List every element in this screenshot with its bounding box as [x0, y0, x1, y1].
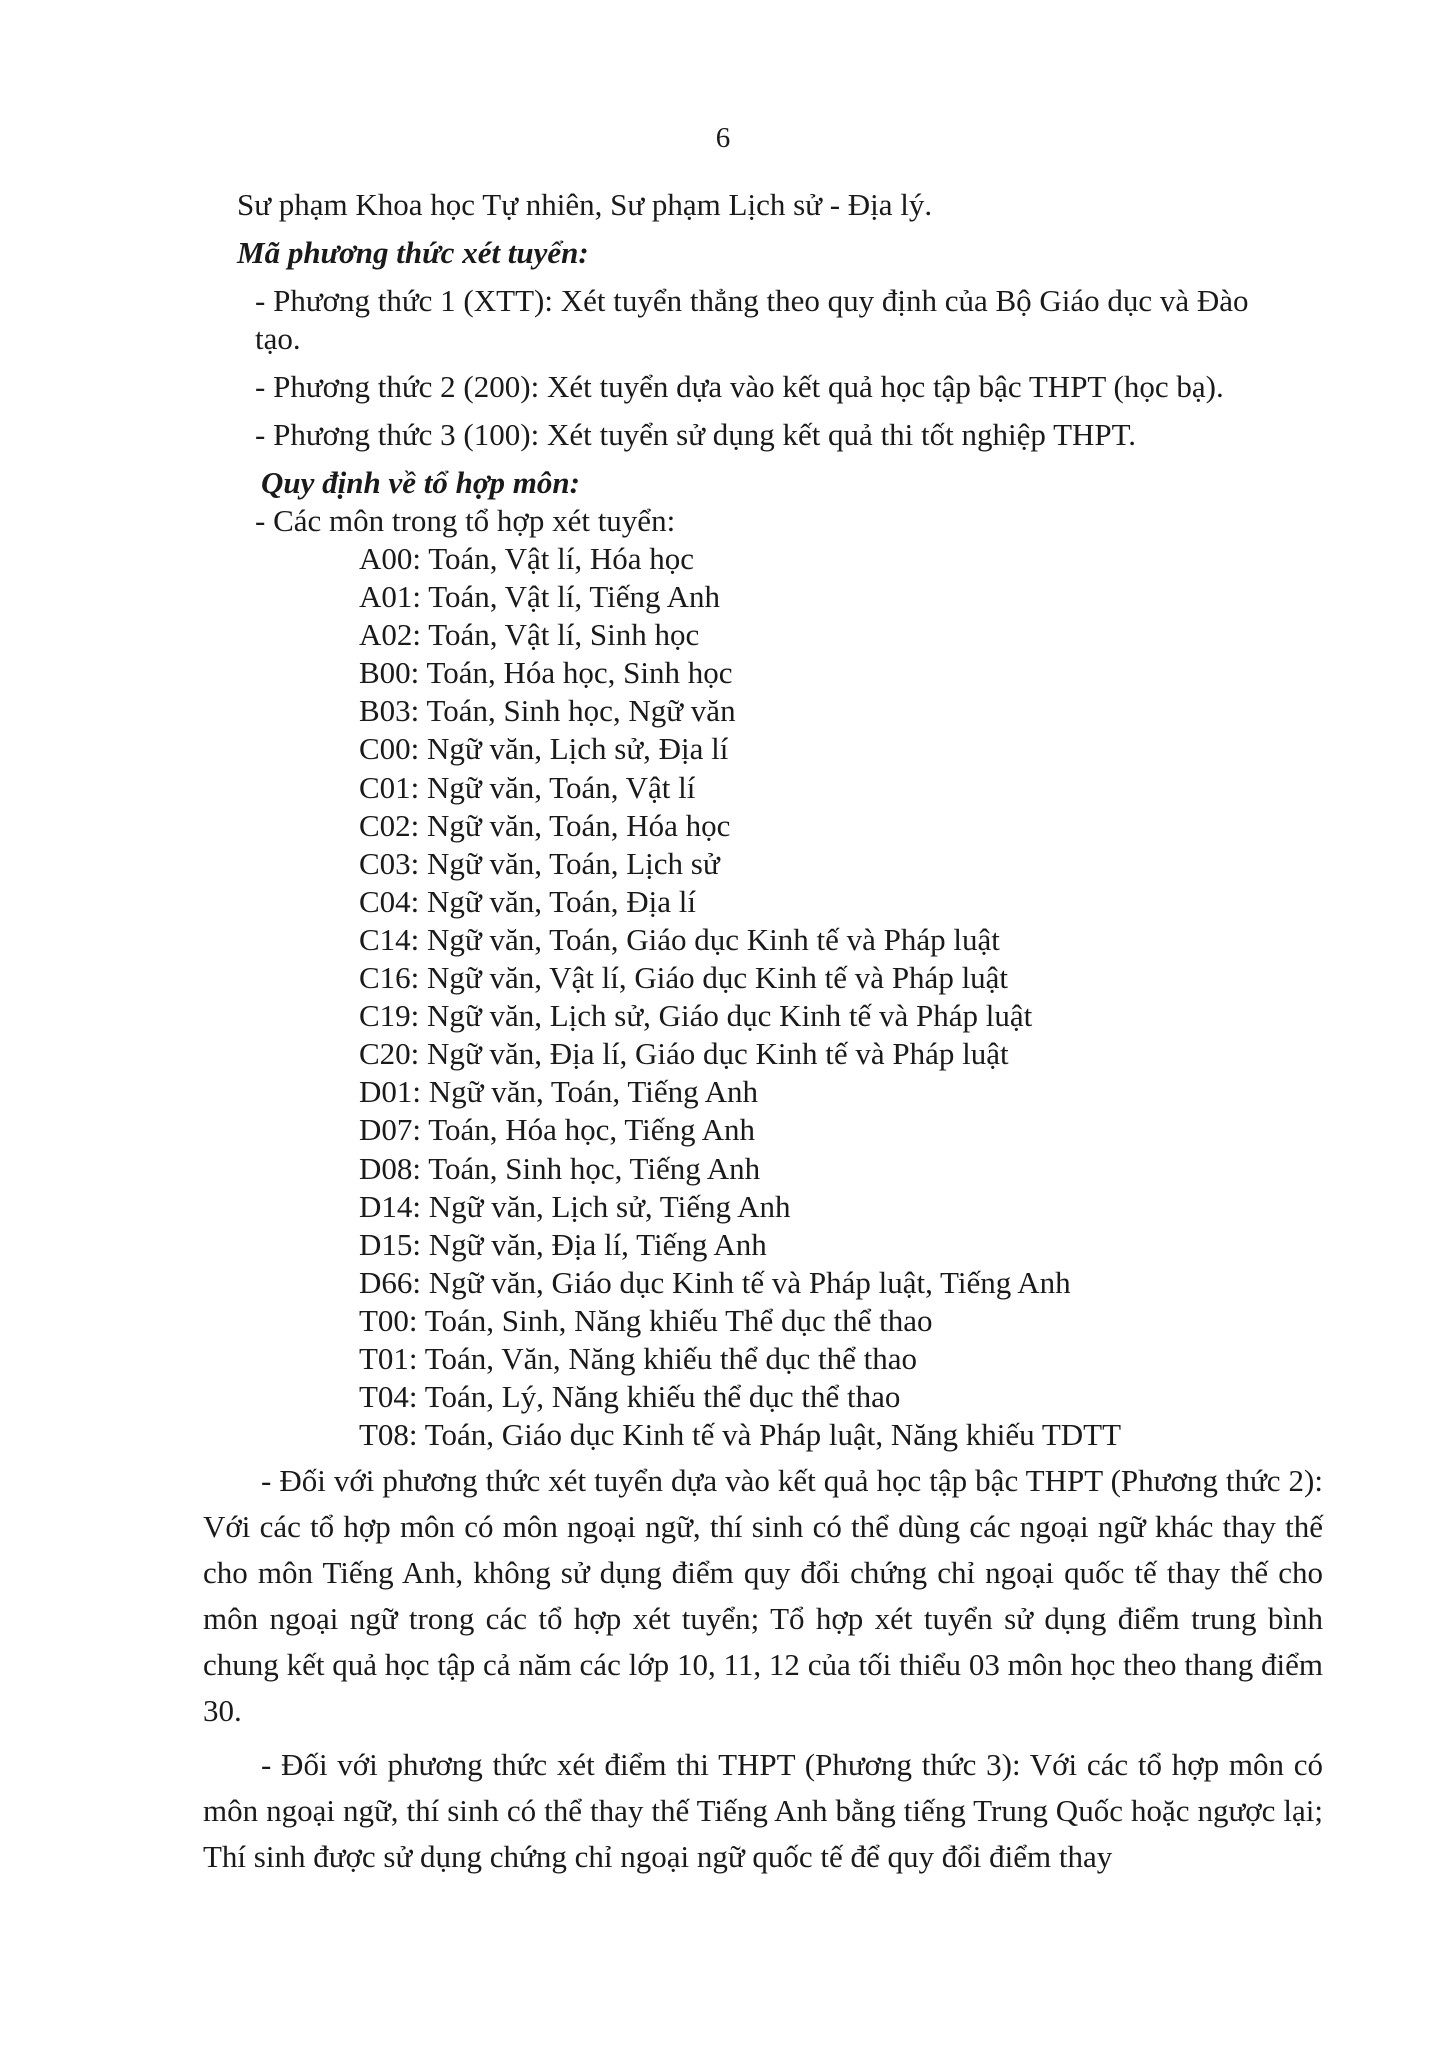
combo-item: A01: Toán, Vật lí, Tiếng Anh	[359, 579, 720, 615]
combo-item: C00: Ngữ văn, Lịch sử, Địa lí	[359, 731, 729, 767]
combo-list	[203, 540, 1323, 1454]
combo-item: C03: Ngữ văn, Toán, Lịch sử	[359, 845, 720, 881]
combo-item: B00: Toán, Hóa học, Sinh học	[359, 655, 733, 691]
combo-item: T08: Toán, Giáo dục Kinh tế và Pháp luật, Năng khiếu TDTT	[359, 1417, 1122, 1453]
combo-item: D07: Toán, Hóa học, Tiếng Anh	[359, 1112, 755, 1148]
combo-item: C20: Ngữ văn, Địa lí, Giáo dục Kinh tế và Pháp luật	[359, 1036, 1009, 1072]
method-1-line: - Phương thức 1 (XTT): Xét tuyển thẳng theo quy định của Bộ Giáo dục và Đào	[255, 283, 1249, 318]
document-body	[203, 186, 1323, 1880]
combo-item: D14: Ngữ văn, Lịch sử, Tiếng Anh	[359, 1188, 791, 1224]
intro-line: Sư phạm Khoa học Tự nhiên, Sư phạm Lịch sử - Địa lý.	[237, 187, 933, 222]
combo-item: A00: Toán, Vật lí, Hóa học	[359, 541, 695, 576]
combo-intro: - Các môn trong tổ hợp xét tuyển:	[255, 503, 676, 538]
combo-item: C02: Ngữ văn, Toán, Hóa học	[359, 807, 731, 843]
combo-item: D08: Toán, Sinh học, Tiếng Anh	[359, 1150, 761, 1186]
combo-item: A02: Toán, Vật lí, Sinh học	[359, 617, 700, 653]
method-3-line: - Phương thức 3 (100): Xét tuyển sử dụng kết quả thi tốt nghiệp THPT.	[255, 417, 1137, 452]
combo-item: T00: Toán, Sinh, Năng khiếu Thể dục thể thao	[359, 1302, 933, 1338]
combo-item: C14: Ngữ văn, Toán, Giáo dục Kinh tế và Pháp luật	[359, 921, 1000, 957]
combo-item: C01: Ngữ văn, Toán, Vật lí	[359, 769, 696, 805]
combo-item: D66: Ngữ văn, Giáo dục Kinh tế và Pháp luật, Tiếng Anh	[359, 1264, 1071, 1300]
combo-item: D01: Ngữ văn, Toán, Tiếng Anh	[359, 1074, 759, 1110]
combo-item: C19: Ngữ văn, Lịch sử, Giáo dục Kinh tế và Pháp luật	[359, 998, 1033, 1034]
page-number: 6	[715, 122, 731, 154]
combo-item: T04: Toán, Lý, Năng khiếu thể dục thể thao	[359, 1379, 901, 1415]
paragraph-method-2: - Đối với phương thức xét tuyển dựa vào kết quả học tập bậc THPT (Phương thức 2): Với các tổ hợp môn có môn ngoại ngữ, thí sinh có thể dùng các ngoại ngữ khác thay thế cho môn Tiếng Anh, không sử dụng điểm quy đổi chứng chỉ ngoại quốc tế thay thế cho môn ngoại ngữ trong các tổ hợp xét tuyển; Tổ hợp xét tuyển sử dụng điểm trung bình chung kết quả học tập cả năm các lớp 10, 11, 12 của tối thiểu 03 môn học theo thang điểm 30.	[203, 1463, 1323, 1729]
combo-item: T01: Toán, Văn, Năng khiếu thể dục thể thao	[359, 1340, 917, 1376]
paragraph-method-3: - Đối với phương thức xét điểm thi THPT (Phương thức 3): Với các tổ hợp môn có môn ngoại ngữ, thí sinh có thể thay thế Tiếng Anh bằng tiếng Trung Quốc hoặc ngược lại; Thí sinh được sử dụng chứng chỉ ngoại ngữ quốc tế để quy đổi điểm thay	[203, 1747, 1323, 1875]
method-2-line: - Phương thức 2 (200): Xét tuyển dựa vào kết quả học tập bậc THPT (học bạ).	[255, 369, 1224, 404]
combo-item: D15: Ngữ văn, Địa lí, Tiếng Anh	[359, 1226, 767, 1262]
combo-item: C04: Ngữ văn, Toán, Địa lí	[359, 883, 696, 919]
method-heading: Mã phương thức xét tuyển:	[237, 235, 589, 270]
combo-heading: Quy định về tổ hợp môn:	[261, 465, 580, 500]
combo-item: B03: Toán, Sinh học, Ngữ văn	[359, 693, 736, 729]
method-1-continuation: tạo.	[255, 321, 301, 356]
combo-item: C16: Ngữ văn, Vật lí, Giáo dục Kinh tế và Pháp luật	[359, 960, 1009, 996]
